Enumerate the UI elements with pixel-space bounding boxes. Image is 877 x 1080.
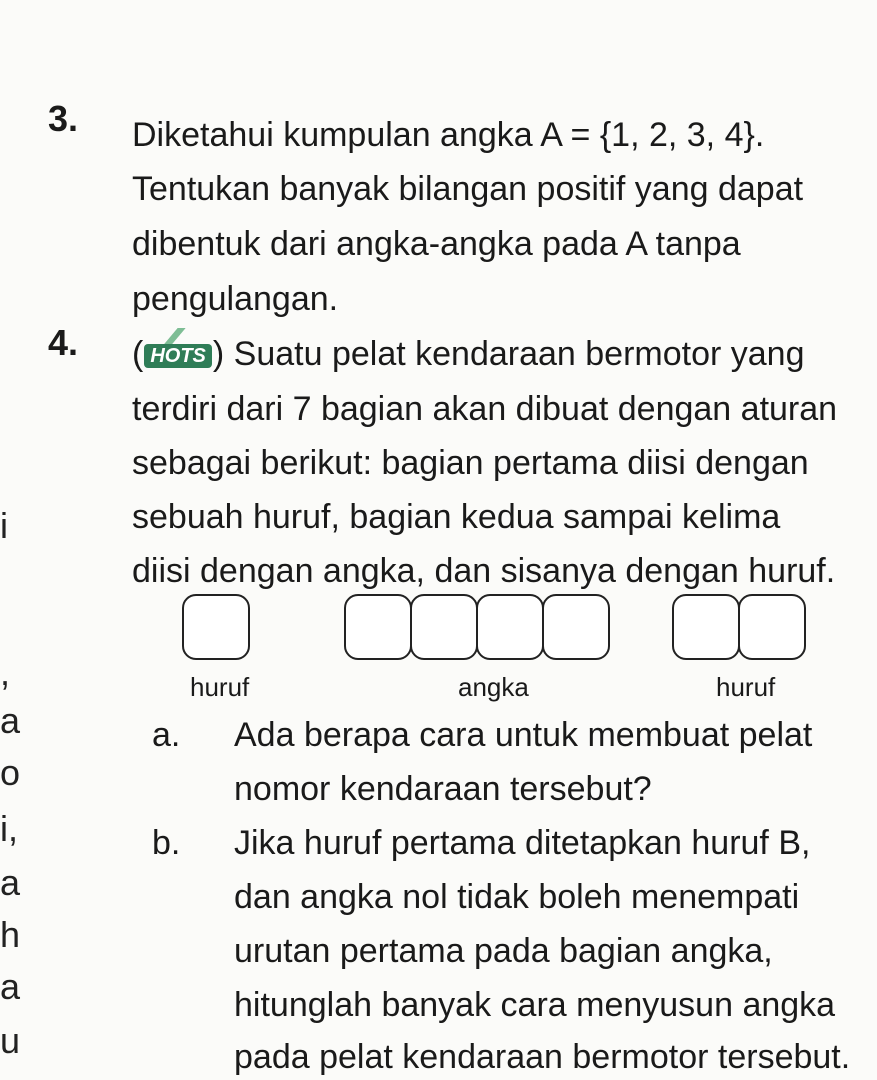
plate-slot [476,594,544,660]
margin-fragment: a [0,966,21,1007]
margin-fragment: u [0,1020,21,1061]
margin-fragment: a [0,862,21,903]
part-text-line: urutan pertama pada bagian angka, [234,932,773,970]
digit-box-group [344,594,608,660]
plate-slot [738,594,806,660]
question-text-line: sebagai berikut: bagian pertama diisi dengan [132,444,809,482]
plate-slot [410,594,478,660]
part-text-line: nomor kendaraan tersebut? [234,770,652,808]
question-text-line: pengulangan. [132,280,339,318]
question-number: 3. [48,98,79,139]
margin-fragment: i, [0,808,18,849]
plate-slot [672,594,740,660]
question-text-line: dibentuk dari angka-angka pada A tanpa [132,225,741,263]
question-text-line: Tentukan banyak bilangan positif yang dapat [132,170,804,208]
question-text-line: Diketahui kumpulan angka A = {1, 2, 3, 4}. [132,116,765,154]
question-text-line: ( HOTS ) Suatu pelat kendaraan bermotor yang [132,335,805,373]
plate-slot [542,594,610,660]
margin-fragment: a [0,700,21,741]
part-text-line: hitunglah banyak cara menyusun angka [234,986,836,1024]
part-text-line: Jika huruf pertama ditetapkan huruf B, [234,824,811,862]
hots-badge: HOTS [144,344,212,368]
part-text-line: dan angka nol tidak boleh menempati [234,878,800,916]
letter-box-group [672,594,804,660]
question-text-line: diisi dengan angka, dan sisanya dengan huruf. [132,552,836,590]
part-text-line: Ada berapa cara untuk membuat pelat [234,716,813,754]
part-letter: a. [152,716,181,754]
margin-fragment: , [0,652,11,693]
part-letter: b. [152,824,181,862]
margin-fragment: o [0,752,21,793]
plate-slot [344,594,412,660]
letter-box-group [182,594,248,660]
plate-slot [182,594,250,660]
question-number: 4. [48,322,79,363]
part-text-line: pada pelat kendaraan bermotor tersebut. [234,1038,851,1076]
slot-label: angka [458,672,529,702]
slot-label: huruf [190,672,250,702]
question-text-line: terdiri dari 7 bagian akan dibuat dengan aturan [132,390,838,428]
slot-label: huruf [716,672,776,702]
margin-fragment: i [0,505,8,546]
question-text-line: sebuah huruf, bagian kedua sampai kelima [132,498,781,536]
margin-fragment: h [0,914,21,955]
